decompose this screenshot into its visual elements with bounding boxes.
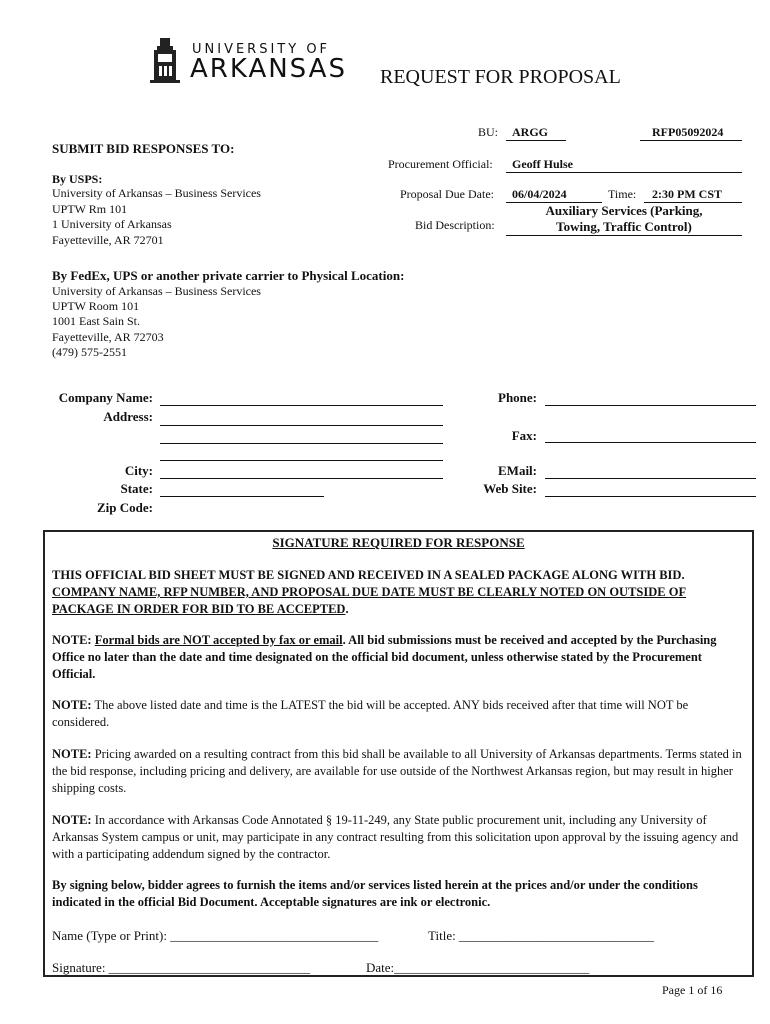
rfp-number-text: RFP05092024	[652, 125, 724, 139]
note-label: NOTE:	[52, 747, 92, 761]
usps-line: Fayetteville, AR 72701	[52, 232, 164, 247]
address-field-3[interactable]	[160, 460, 443, 461]
time-label: Time:	[608, 187, 637, 201]
description-label: Bid Description:	[415, 218, 495, 232]
official-bid-sheet-notice	[52, 567, 748, 618]
usps-line: 1 University of Arkansas	[52, 217, 172, 231]
website-label: Web Site:	[483, 481, 537, 496]
note-formal-bids-underlined: Formal bids are NOT accepted by fax or email	[94, 633, 343, 647]
note-pricing-text: Pricing awarded on a resulting contract from this bid shall be available to all University of Arkansas departments. Terms stated in the bid response, including pricing and delivery, are available for use outside of the Northwest Arkansas region, but may result in higher shipping costs.	[52, 747, 742, 795]
notice-underlined-text: COMPANY NAME, RFP NUMBER, AND PROPOSAL DUE DATE MUST BE CLEARLY NOTED ON OUTSIDE OF PACKAGE IN ORDER FOR BID TO BE ACCEPTED	[52, 585, 687, 616]
old-main-tower-icon	[148, 36, 182, 84]
time-value-text: 2:30 PM CST	[652, 187, 722, 201]
fax-label: Fax:	[511, 428, 537, 443]
website-field[interactable]	[545, 496, 756, 497]
due-date-value	[506, 187, 602, 203]
usps-line: UPTW Rm 101	[52, 201, 128, 216]
description-value	[506, 203, 742, 236]
address-field-1[interactable]	[160, 425, 443, 426]
signature-line[interactable]: Signature: _______________________________	[52, 960, 311, 975]
signing-agreement: By signing below, bidder agrees to furnish the items and/or services listed herein at the prices and/or under the conditions indicated in the official Bid Document. Acceptable signatures are ink or electronic.	[52, 878, 698, 909]
description-line: Towing, Traffic Control)	[556, 219, 692, 234]
company-name-label: Company Name:	[58, 390, 153, 405]
phone-label: Phone:	[498, 390, 537, 405]
carrier-line: University of Arkansas – Business Services	[52, 284, 261, 298]
note-label: NOTE:	[52, 698, 92, 712]
bu-value	[506, 125, 566, 141]
logo-university-text: UNIVERSITY OF	[192, 42, 331, 57]
submit-heading: SUBMIT BID RESPONSES TO:	[52, 141, 235, 156]
name-line[interactable]: Name (Type or Print): ________________________________	[52, 928, 379, 943]
note-label: NOTE:	[52, 813, 92, 827]
phone-field[interactable]	[545, 405, 756, 406]
notice-text: THIS OFFICIAL BID SHEET MUST BE SIGNED AND RECEIVED IN A SEALED PACKAGE ALONG WITH BID.	[52, 568, 685, 582]
usps-heading: By USPS:	[52, 172, 103, 186]
address-field-2[interactable]	[160, 443, 443, 444]
official-value	[506, 157, 742, 173]
address-label: Address:	[103, 409, 153, 424]
page-number: Page 1 of 16	[662, 983, 723, 997]
note-formal-bids-text: . All bid submissions must be received and accepted by the Purchasing Office no later than the date and time designated on the official bid document, unless otherwise stated by the Procurement Official.	[52, 633, 717, 681]
bu-value-text: ARGG	[512, 125, 548, 139]
official-value-text: Geoff Hulse	[512, 157, 573, 171]
city-label: City:	[124, 463, 153, 478]
state-field[interactable]	[160, 496, 324, 497]
note-latest-date	[52, 697, 748, 731]
carrier-address	[52, 284, 261, 360]
due-date-label: Proposal Due Date:	[400, 187, 494, 201]
notice-end: .	[345, 602, 349, 616]
bu-label: BU:	[478, 125, 499, 139]
zip-code-label: Zip Code:	[97, 500, 153, 515]
carrier-line: UPTW Room 101	[52, 299, 140, 314]
note-latest-date-text: The above listed date and time is the LATEST the bid will be accepted. ANY bids received after that time will NOT be considered.	[52, 698, 689, 729]
fax-field[interactable]	[545, 442, 756, 443]
company-name-field[interactable]	[160, 405, 443, 406]
time-value	[644, 187, 742, 203]
note-arkansas-code-text: In accordance with Arkansas Code Annotated § 19-11-249, any State public procurement unit, including any University of Arkansas System campus or unit, may participate in any contract resulting from this solicitation upon approval by the issuing agency and with a participating addendum signed by the contractor.	[52, 813, 739, 861]
carrier-line: Fayetteville, AR 72703	[52, 329, 164, 344]
carrier-heading: By FedEx, UPS or another private carrier to Physical Location:	[52, 268, 405, 283]
email-label: EMail:	[498, 463, 537, 478]
due-date-text: 06/04/2024	[512, 187, 567, 201]
description-line: Auxiliary Services (Parking,	[545, 203, 703, 218]
carrier-line: 1001 East Sain St.	[52, 314, 141, 329]
rfp-number	[640, 125, 742, 141]
email-field[interactable]	[545, 478, 756, 479]
page-title: REQUEST FOR PROPOSAL	[380, 66, 621, 88]
logo-arkansas-text: ARKANSAS	[190, 54, 347, 84]
official-label: Procurement Official:	[388, 157, 493, 171]
usps-address	[52, 186, 261, 248]
university-logo	[148, 36, 348, 86]
city-field[interactable]	[160, 478, 443, 479]
note-pricing	[52, 746, 748, 797]
date-line[interactable]: Date:______________________________	[366, 960, 590, 975]
signature-heading: SIGNATURE REQUIRED FOR RESPONSE	[272, 535, 525, 550]
usps-line: University of Arkansas – Business Services	[52, 186, 261, 200]
note-formal-bids	[52, 632, 748, 683]
carrier-line: (479) 575-2551	[52, 344, 127, 359]
note-label: NOTE:	[52, 633, 92, 647]
state-label: State:	[120, 481, 153, 496]
title-line[interactable]: Title: ______________________________	[428, 928, 654, 943]
note-arkansas-code	[52, 812, 748, 863]
